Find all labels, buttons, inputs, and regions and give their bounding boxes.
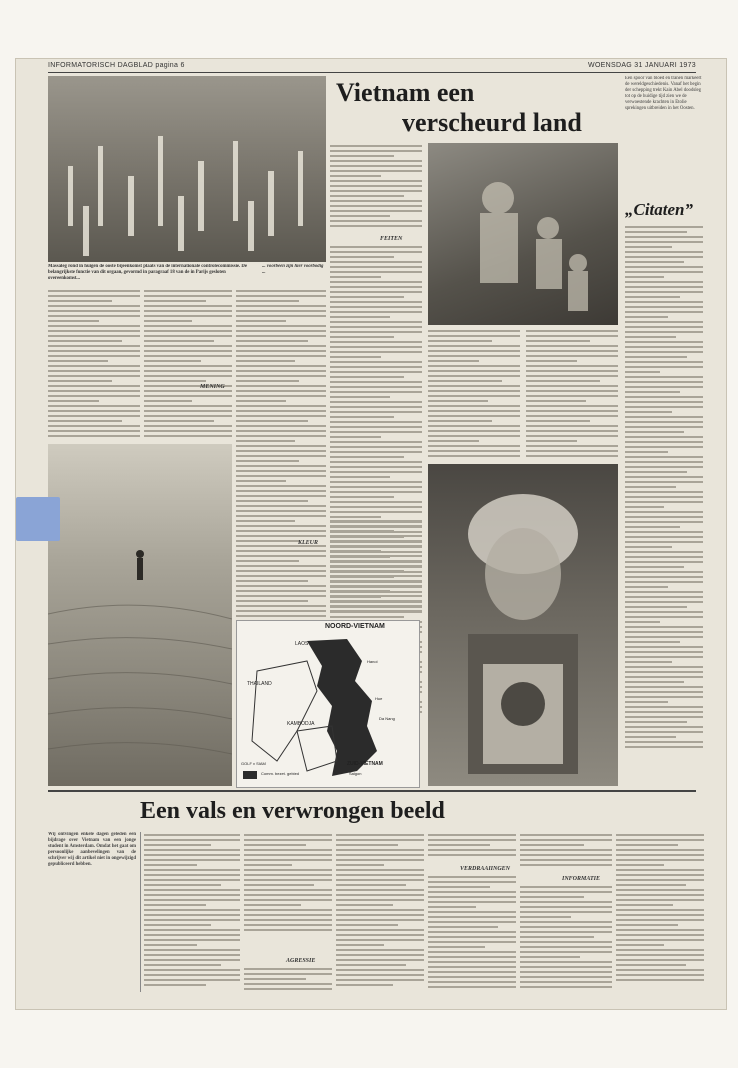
- top-photo-caption: Massaleg rond in huigen de ooste bijeenkomst plaats van de internationale controlecommissie. De belangrijkste functie van dit orgaan, gevormd in paragraaf 18 van de in Parijs gesloten overeenkomst...: [48, 264, 248, 281]
- map-label-golf: GOLF v SIAM: [241, 761, 266, 766]
- dunes-graphic: [48, 444, 232, 786]
- bottom-column-2b: [244, 968, 332, 996]
- subhead-feiten: FEITEN: [380, 236, 403, 242]
- map-legend: Comm. bezet. gebied: [261, 771, 300, 776]
- map-label-thailand: THAILAND: [247, 681, 272, 687]
- subhead-agressie: AGRESSIE: [286, 958, 316, 964]
- center-column-text-top: [330, 145, 422, 233]
- headline-line2: verscheurd land: [402, 108, 582, 137]
- map-label-kambodja: KAMBODJA: [287, 721, 315, 727]
- intro-box: Wij ontvingen enkele dagen geleden een bijdrage over Vietnam van een jonge student in Amsterdam. Omdat het gaat om persoonlijke aanbevelingen van de schrijver wij dit artikel niet in ongewijzigd gepubliceerd hebben.: [48, 832, 141, 992]
- bottom-column-5b: [520, 886, 612, 994]
- bottom-column-4a: [428, 834, 516, 864]
- subhead-mening: MENING: [200, 384, 225, 390]
- right-column-text-1: [428, 330, 520, 460]
- bottom-column-3: [336, 834, 424, 994]
- cemetery-crosses-graphic: [48, 76, 326, 262]
- citaten-title: „Citaten”: [625, 200, 694, 219]
- family-photo: [428, 143, 618, 325]
- map-label-danang: Da Nang: [379, 716, 395, 721]
- left-column-text-4: [236, 550, 326, 620]
- portrait-graphic: [428, 464, 618, 786]
- section-divider: [48, 790, 696, 792]
- citaten-column-text: [625, 226, 703, 786]
- left-column-text-1: [48, 290, 140, 440]
- header-rule: [48, 72, 696, 73]
- bottom-column-4b: [428, 876, 516, 994]
- headline-line1: Vietnam een: [336, 78, 475, 107]
- cemetery-photo: [48, 76, 326, 262]
- subhead-informatie: INFORMATIE: [562, 876, 601, 882]
- map-label-hue: Hue: [375, 696, 383, 701]
- bottom-column-1: [144, 834, 240, 994]
- top-photo-caption-right: ... voorbeen zijn hier voorbodig ...: [262, 264, 324, 274]
- bottom-column-6: [616, 834, 704, 994]
- right-column-text-2: [526, 330, 618, 460]
- map-label-saigon: Saigon: [349, 771, 362, 776]
- subhead-kleur: KLEUR: [298, 540, 319, 546]
- map-label-zuid-vietnam: ZUID-VIETNAM: [347, 761, 383, 767]
- subhead-verdraaiingen: VERDRAAIINGEN: [460, 866, 511, 872]
- bottom-column-2: [244, 834, 332, 954]
- family-figures-graphic: [428, 143, 618, 325]
- center-column-text-bottom: [330, 520, 422, 615]
- left-column-text-2: [144, 290, 232, 440]
- map-label-hanoi: Hanoi: [367, 659, 378, 664]
- bottom-headline: Een vals en verwrongen beeld: [140, 798, 445, 824]
- blue-marker-tab: [16, 497, 60, 541]
- header-right: WOENSDAG 31 JANUARI 1973: [588, 62, 696, 69]
- woman-portrait-photo: [428, 464, 618, 786]
- header-left: INFORMATORISCH DAGBLAD pagina 6: [48, 62, 185, 69]
- sand-dunes-photo: [48, 444, 232, 786]
- citaten-intro: Een spoor van bloed en tranen markeert de wereldgeschiedenis. Vanaf het begin der schepping trekt Kain Abel doodsleg tot op de huidige tijd zien we de verwoestende krachten in Etolie sprekingen uitbreiden in het Oosten.: [625, 76, 702, 111]
- vietnam-map: [236, 620, 420, 788]
- bottom-column-5a: [520, 834, 612, 874]
- map-title: NOORD-VIETNAM: [325, 623, 385, 630]
- map-label-laos: LAOS: [295, 641, 309, 647]
